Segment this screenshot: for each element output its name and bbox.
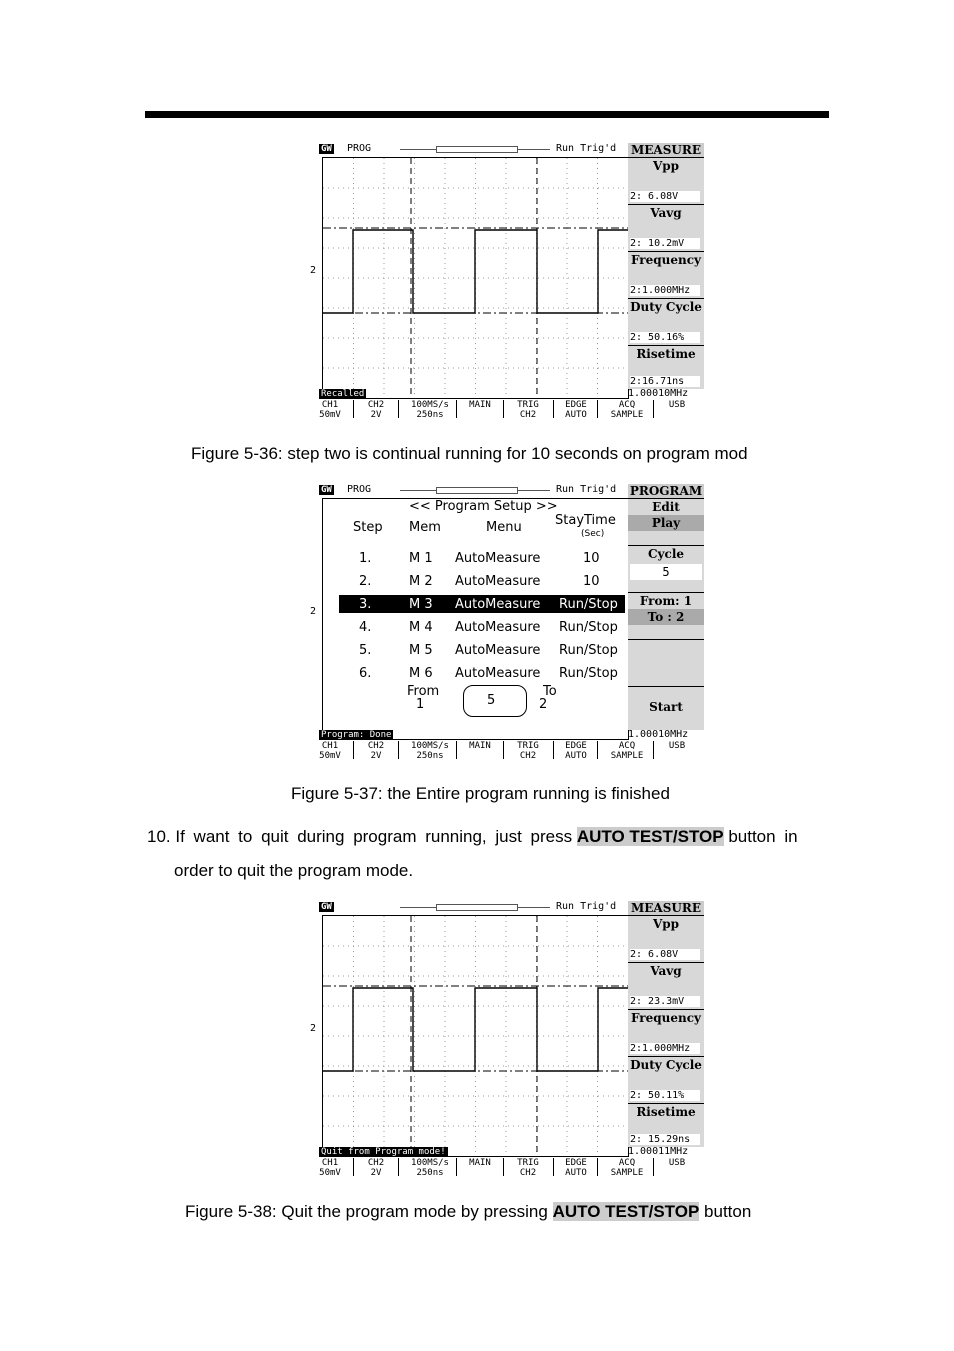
- trigger-status: Run Trig'd: [556, 143, 617, 154]
- timebase-setting-label: 100MS/s: [411, 1158, 449, 1168]
- row-stay: Run/Stop: [559, 620, 618, 635]
- waveform-svg: [323, 158, 628, 398]
- edge-setting-label: EDGE: [565, 400, 587, 410]
- measure-item-frequency[interactable]: [628, 1009, 704, 1056]
- row-menu: AutoMeasure: [455, 597, 541, 612]
- scope-footer: [310, 741, 704, 763]
- step-10-line1: [147, 827, 798, 847]
- main-mode-label: MAIN: [469, 400, 491, 410]
- edge-setting: [558, 1158, 594, 1178]
- measure-value: 2: 6.08V: [630, 949, 700, 960]
- row-step: 6.: [359, 666, 372, 681]
- footer-divider: [553, 1158, 554, 1176]
- trigger-setting-value: CH2: [519, 410, 537, 420]
- footer-divider: [353, 741, 354, 759]
- measure-menu: [628, 143, 704, 398]
- measure-label: Vpp: [652, 159, 680, 173]
- col-menu: Menu: [486, 520, 522, 535]
- row-stay: 10: [583, 551, 600, 566]
- status-message: Quit from Program mode!: [321, 1147, 446, 1157]
- ch1-setting: [310, 1158, 350, 1178]
- caption-text: Figure 5-38: Quit the program mode by pressing: [185, 1202, 548, 1221]
- row-menu: AutoMeasure: [455, 666, 541, 681]
- menu-title: MEASURE: [628, 143, 704, 157]
- acquire-setting-value: SAMPLE: [610, 1168, 644, 1178]
- from-label: From: [407, 684, 440, 699]
- measure-value: 2: 15.29ns: [630, 1134, 700, 1145]
- timebase-setting: [407, 1158, 453, 1178]
- ch2-setting-value: 2V: [370, 1168, 382, 1178]
- key-auto-test-stop: AUTO TEST/STOP: [552, 1202, 700, 1221]
- col-unit: (Sec): [581, 529, 605, 539]
- row-menu: AutoMeasure: [455, 643, 541, 658]
- waveform-display: [322, 915, 629, 1157]
- acquire-setting-value: SAMPLE: [610, 751, 644, 761]
- footer-divider: [653, 741, 654, 759]
- row-step: 4.: [359, 620, 372, 635]
- usb-status: [660, 1158, 694, 1168]
- memory-bar: [436, 487, 518, 494]
- trigger-setting-label: TRIG: [517, 1158, 539, 1168]
- footer-divider: [353, 400, 354, 418]
- timebase-setting: [407, 741, 453, 761]
- footer-divider: [653, 1158, 654, 1176]
- memory-bar: [436, 904, 518, 911]
- main-mode: [460, 1158, 500, 1168]
- acquire-setting-label: ACQ: [618, 400, 636, 410]
- ch2-setting-label: CH2: [367, 400, 385, 410]
- main-mode-label: MAIN: [469, 1158, 491, 1168]
- measure-value: 2: 10.2mV: [630, 238, 700, 249]
- ch2-marker: 2: [310, 265, 317, 276]
- ch2-setting-label: CH2: [367, 1158, 385, 1168]
- timebase-setting: [407, 400, 453, 420]
- menu-from: From: 1: [639, 594, 693, 608]
- ch1-setting-label: CH1: [321, 400, 339, 410]
- measure-value: 2:1.000MHz: [630, 1043, 700, 1054]
- measure-label: Vavg: [650, 964, 682, 978]
- ch1-setting: [310, 741, 350, 761]
- ch1-setting-label: CH1: [321, 1158, 339, 1168]
- ch2-marker: 2: [310, 1023, 317, 1034]
- footer-divider: [456, 1158, 457, 1176]
- measure-label: Frequency: [630, 1011, 702, 1025]
- footer-divider: [503, 1158, 504, 1176]
- frequency-readout: 1.00011MHz: [628, 1146, 689, 1157]
- from-value: 1: [416, 697, 425, 712]
- menu-edit: Edit: [652, 500, 680, 514]
- main-mode: [460, 400, 500, 410]
- status-message: Program: Done: [321, 730, 392, 740]
- acquire-setting: [604, 741, 650, 761]
- caption-fig38: [185, 1202, 751, 1222]
- step-text: If want to quit during program running, just press: [175, 827, 573, 846]
- acquire-setting: [604, 400, 650, 420]
- measure-item-frequency[interactable]: [628, 251, 704, 298]
- measure-value: 2: 6.08V: [630, 191, 700, 202]
- waveform-display: [322, 157, 629, 399]
- waveform-svg: [323, 916, 628, 1156]
- acquire-setting-label: ACQ: [618, 1158, 636, 1168]
- acquire-setting-value: SAMPLE: [610, 410, 644, 420]
- trigger-status: Run Trig'd: [556, 484, 617, 495]
- step-number: 10.: [147, 827, 171, 846]
- usb-status: [660, 741, 694, 751]
- program-setup-display: [322, 498, 629, 740]
- edge-setting-value: AUTO: [565, 1168, 587, 1178]
- measure-item-risetime[interactable]: [628, 1103, 704, 1147]
- trigger-setting: [506, 741, 550, 761]
- edge-setting-label: EDGE: [565, 1158, 587, 1168]
- row-stay: 10: [583, 574, 600, 589]
- scope-screenshot-fig36: [310, 143, 704, 423]
- ch1-setting-value: 50mV: [319, 410, 341, 420]
- timebase-setting-value: 250ns: [416, 751, 444, 761]
- row-stay: Run/Stop: [559, 597, 618, 612]
- ch2-setting-label: CH2: [367, 741, 385, 751]
- trigger-setting-label: TRIG: [517, 741, 539, 751]
- measure-label: Duty Cycle: [630, 1058, 702, 1072]
- ch1-setting-value: 50mV: [319, 1168, 341, 1178]
- mode-label: PROG: [347, 143, 372, 154]
- ch2-setting: [357, 741, 395, 761]
- trigger-setting: [506, 1158, 550, 1178]
- trigger-setting: [506, 400, 550, 420]
- measure-value: 2: 23.3mV: [630, 996, 700, 1007]
- row-mem: M 6: [409, 666, 433, 681]
- frequency-readout: 1.00010MHz: [628, 388, 689, 399]
- row-mem: M 4: [409, 620, 433, 635]
- menu-play: Play: [628, 515, 704, 531]
- ch2-setting-value: 2V: [370, 410, 382, 420]
- row-step: 2.: [359, 574, 372, 589]
- caption-fig37: Figure 5-37: the Entire program running is finished: [291, 784, 670, 803]
- col-staytime: StayTime: [555, 513, 616, 528]
- timebase-setting-label: 100MS/s: [411, 741, 449, 751]
- square-wave-trace: [323, 230, 628, 313]
- main-mode: [460, 741, 500, 751]
- ch2-setting-value: 2V: [370, 751, 382, 761]
- measure-value: 2:16.71ns: [630, 376, 700, 387]
- start-button[interactable]: [628, 686, 704, 730]
- square-wave-trace: [323, 988, 628, 1071]
- loop-count: 5: [487, 693, 496, 708]
- cycle-button[interactable]: [628, 545, 704, 592]
- key-auto-test-stop: AUTO TEST/STOP: [576, 827, 724, 846]
- acquire-setting-label: ACQ: [618, 741, 636, 751]
- menu-cycle-value: 5: [630, 564, 702, 580]
- gw-logo: GW: [321, 485, 332, 495]
- edit-play-toggle[interactable]: [628, 498, 704, 545]
- row-menu: AutoMeasure: [455, 620, 541, 635]
- row-mem: M 2: [409, 574, 433, 589]
- measure-label: Risetime: [636, 1105, 696, 1119]
- measure-item-vavg[interactable]: [628, 204, 704, 251]
- measure-item-vpp[interactable]: [628, 157, 704, 204]
- row-menu: AutoMeasure: [455, 551, 541, 566]
- menu-start: Start: [649, 700, 683, 714]
- edge-setting-value: AUTO: [565, 751, 587, 761]
- measure-value: 2: 50.16%: [630, 332, 700, 343]
- footer-divider: [553, 400, 554, 418]
- from-to-selector[interactable]: [628, 592, 704, 639]
- scope-footer: [310, 1158, 704, 1180]
- measure-item-duty-cycle[interactable]: [628, 298, 704, 345]
- menu-cycle: Cycle: [647, 547, 685, 561]
- setup-title: << Program Setup >>: [409, 499, 558, 514]
- main-mode-label: MAIN: [469, 741, 491, 751]
- row-mem: M 5: [409, 643, 433, 658]
- scope-footer: [310, 400, 704, 422]
- trigger-setting-value: CH2: [519, 751, 537, 761]
- frequency-readout: 1.00010MHz: [628, 729, 689, 740]
- footer-divider: [398, 1158, 399, 1176]
- ch2-setting: [357, 1158, 395, 1178]
- caption-text-end: button: [704, 1202, 752, 1221]
- footer-divider: [503, 741, 504, 759]
- ch1-setting-label: CH1: [321, 741, 339, 751]
- footer-divider: [597, 400, 598, 418]
- measure-label: Risetime: [636, 347, 696, 361]
- edge-setting: [558, 400, 594, 420]
- col-step: Step: [353, 520, 383, 535]
- measure-item-risetime[interactable]: [628, 345, 704, 389]
- edge-setting: [558, 741, 594, 761]
- loop-indicator: [463, 685, 527, 717]
- footer-divider: [353, 1158, 354, 1176]
- scope-screenshot-fig37: [310, 484, 704, 764]
- row-menu: AutoMeasure: [455, 574, 541, 589]
- edge-setting-label: EDGE: [565, 741, 587, 751]
- memory-bar: [436, 146, 518, 153]
- scope-screenshot-fig38: [310, 901, 704, 1181]
- measure-item-vpp[interactable]: [628, 915, 704, 962]
- measure-value: 2:1.000MHz: [630, 285, 700, 296]
- usb-status-label: USB: [668, 1158, 686, 1168]
- acquire-setting: [604, 1158, 650, 1178]
- footer-divider: [456, 400, 457, 418]
- measure-item-vavg[interactable]: [628, 962, 704, 1009]
- to-label: To: [543, 684, 557, 699]
- footer-divider: [503, 400, 504, 418]
- timebase-setting-label: 100MS/s: [411, 400, 449, 410]
- trigger-setting-value: CH2: [519, 1168, 537, 1178]
- empty-softkey[interactable]: [628, 639, 704, 686]
- caption-fig36: Figure 5-36: step two is continual running for 10 seconds on program mod: [191, 444, 748, 463]
- menu-title: PROGRAM: [629, 484, 703, 498]
- footer-divider: [398, 741, 399, 759]
- col-mem: Mem: [409, 520, 441, 535]
- measure-label: Vpp: [652, 917, 680, 931]
- measure-item-duty-cycle[interactable]: [628, 1056, 704, 1103]
- status-message: Recalled: [321, 389, 365, 399]
- edge-setting-value: AUTO: [565, 410, 587, 420]
- measure-label: Duty Cycle: [630, 300, 702, 314]
- measure-value: 2: 50.11%: [630, 1090, 700, 1101]
- usb-status-label: USB: [668, 400, 686, 410]
- menu-title: MEASURE: [628, 901, 704, 915]
- ch2-marker: 2: [310, 606, 317, 617]
- program-menu: [628, 484, 704, 739]
- ch1-setting-value: 50mV: [319, 751, 341, 761]
- row-step: 5.: [359, 643, 372, 658]
- step-text-end: button in: [728, 827, 798, 846]
- usb-status: [660, 400, 694, 410]
- gw-logo: GW: [321, 144, 332, 154]
- timebase-setting-value: 250ns: [416, 410, 444, 420]
- row-mem: M 1: [409, 551, 433, 566]
- ch2-setting: [357, 400, 395, 420]
- footer-divider: [653, 400, 654, 418]
- footer-divider: [553, 741, 554, 759]
- measure-menu: [628, 901, 704, 1156]
- measure-label: Vavg: [650, 206, 682, 220]
- trigger-setting-label: TRIG: [517, 400, 539, 410]
- ch1-setting: [310, 400, 350, 420]
- measure-label: Frequency: [630, 253, 702, 267]
- timebase-setting-value: 250ns: [416, 1168, 444, 1178]
- footer-divider: [456, 741, 457, 759]
- to-value: 2: [539, 697, 548, 712]
- footer-divider: [398, 400, 399, 418]
- row-stay: Run/Stop: [559, 643, 618, 658]
- row-step: 1.: [359, 551, 372, 566]
- step-10-line2: order to quit the program mode.: [174, 861, 414, 880]
- gw-logo: GW: [321, 902, 332, 912]
- footer-divider: [597, 741, 598, 759]
- header-rule: [145, 111, 829, 118]
- menu-to: To : 2: [628, 609, 704, 625]
- usb-status-label: USB: [668, 741, 686, 751]
- row-stay: Run/Stop: [559, 666, 618, 681]
- trigger-status: Run Trig'd: [556, 901, 617, 912]
- row-mem: M 3: [409, 597, 433, 612]
- mode-label: PROG: [347, 484, 372, 495]
- footer-divider: [597, 1158, 598, 1176]
- row-step: 3.: [359, 597, 372, 612]
